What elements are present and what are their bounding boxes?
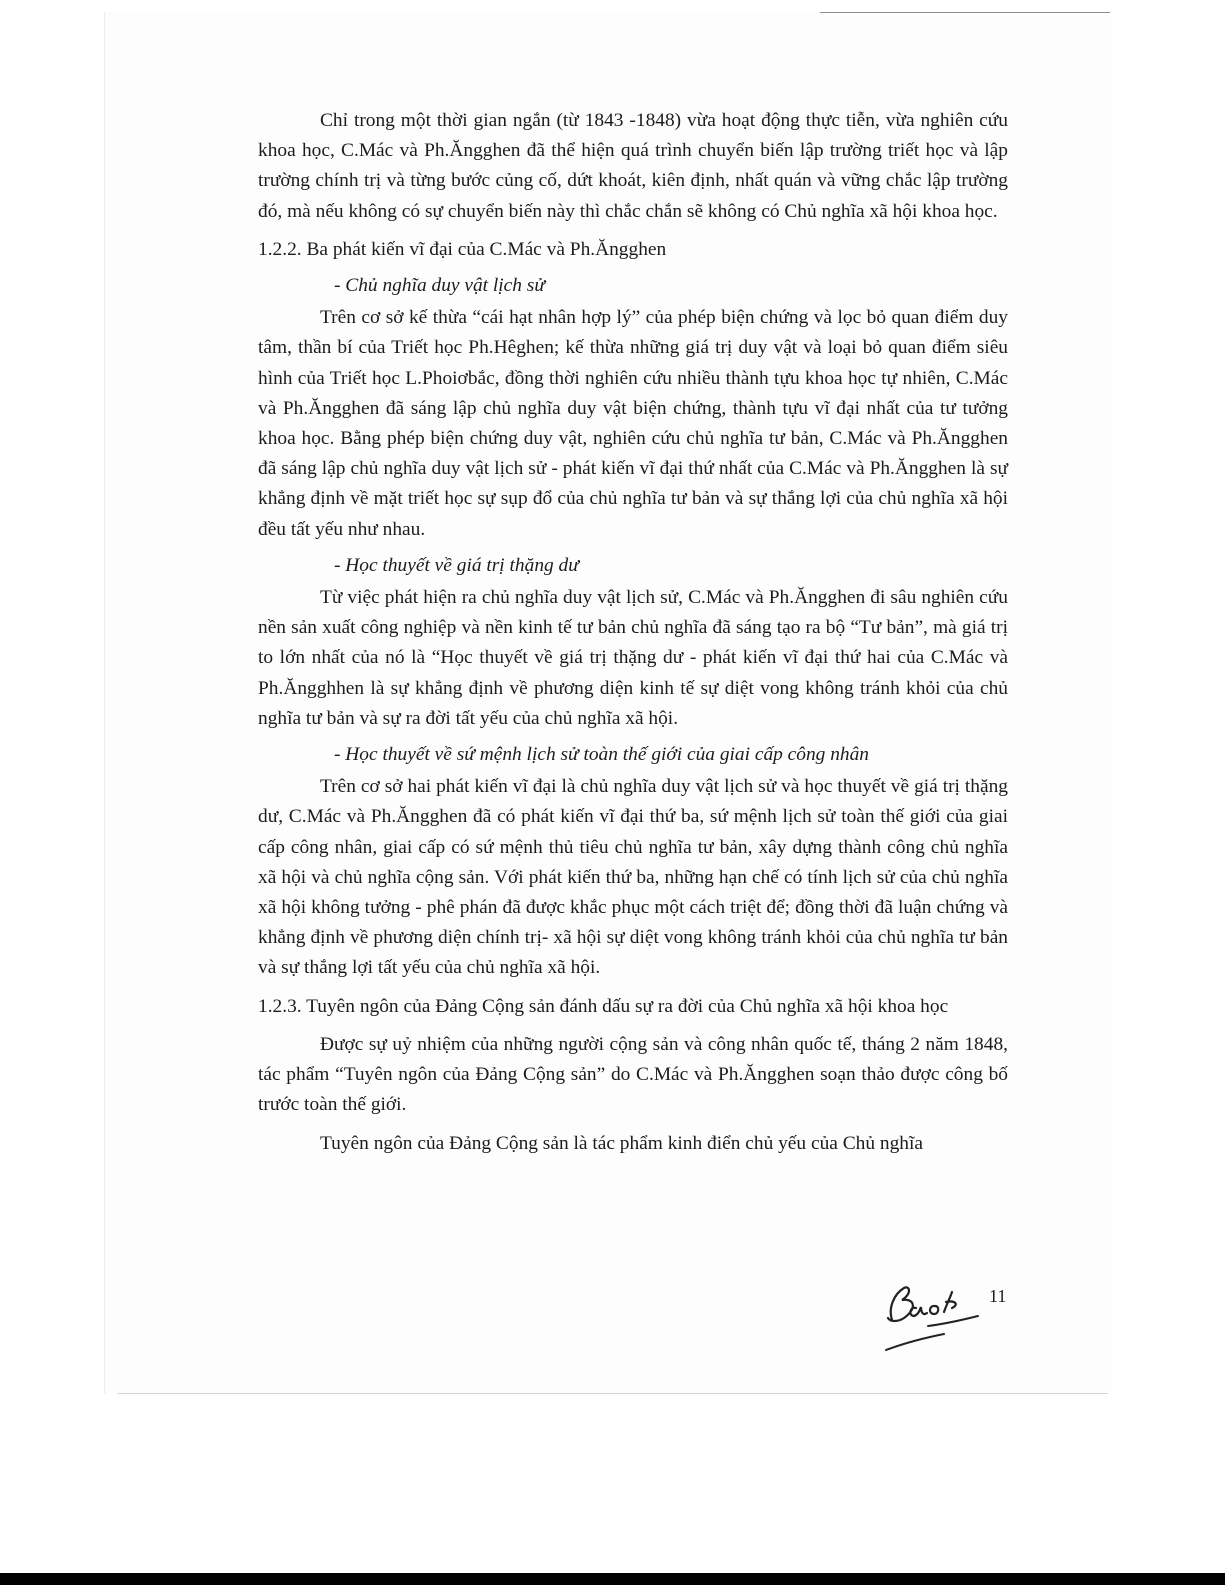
- subheading-historical-materialism: - Chủ nghĩa duy vật lịch sử: [334, 275, 545, 297]
- page-footer: [880, 1278, 1020, 1358]
- document-body: [258, 106, 1008, 1159]
- section-heading-1-2-2: 1.2.2. Ba phát kiến vĩ đại của C.Mác và Ph.Ăngghen: [258, 238, 667, 260]
- paragraph-manifesto-classic: Tuyên ngôn của Đảng Cộng sản là tác phẩm kinh điển chủ yếu của Chủ nghĩa: [320, 1132, 923, 1154]
- subheading-historical-mission: - Học thuyết về sứ mệnh lịch sử toàn thế giới của giai cấp công nhân: [334, 744, 870, 766]
- subheading-surplus-value: - Học thuyết về giá trị thặng dư: [334, 554, 579, 576]
- paragraph-historical-materialism: Trên cơ sở kế thừa “cái hạt nhân hợp lý” của phép biện chứng và lọc bỏ quan điểm duy tâm, thần bí của Triết học Ph.Hêghen; kế thừa những giá trị duy vật và loại bỏ quan điểm siêu hình của Triết học L.Phoiơbắc, đồng thời nghiên cứu nhiều thành tựu khoa học tự nhiên, C.Mác và Ph.Ăngghen đã sáng lập chủ nghĩa duy vật biện chứng, thành tựu vĩ đại nhất của tư tưởng khoa học. Bằng phép biện chứng duy vật, nghiên cứu chủ nghĩa tư bản, C.Mác và Ph.Ăngghen đã sáng lập chủ nghĩa duy vật lịch sử - phát kiến vĩ đại thứ nhất của C.Mác và Ph.Ăngghen là sự khẳng định về mặt triết học sự sụp đổ của chủ nghĩa tư bản và sự thắng lợi của chủ nghĩa xã hội đều tất yếu như nhau.: [258, 307, 1008, 540]
- intro-paragraph: Chỉ trong một thời gian ngắn (từ 1843 -1848) vừa hoạt động thực tiễn, vừa nghiên cứu khoa học, C.Mác và Ph.Ăngghen đã thể hiện quá trình chuyển biến lập trường triết học và lập trường chính trị và từng bước củng cố, dứt khoát, kiên định, nhất quán và vững chắc lập trường đó, mà nếu không có sự chuyển biến này thì chắc chắn sẽ không có Chủ nghĩa xã hội khoa học.: [258, 110, 1008, 222]
- paragraph-historical-mission: Trên cơ sở hai phát kiến vĩ đại là chủ nghĩa duy vật lịch sử và học thuyết về giá trị thặng dư, C.Mác và Ph.Ăngghen đã có phát kiến vĩ đại thứ ba, sứ mệnh lịch sử toàn thế giới của giai cấp công nhân, giai cấp có sứ mệnh thủ tiêu chủ nghĩa tư bản, xây dựng thành công chủ nghĩa xã hội và chủ nghĩa cộng sản. Với phát kiến thứ ba, những hạn chế có tính lịch sử của chủ nghĩa xã hội không tưởng - phê phán đã được khắc phục một cách triệt để; đồng thời đã luận chứng và khẳng định về phương diện chính trị- xã hội sự diệt vong không tránh khỏi của chủ nghĩa tư bản và sự thắng lợi tất yếu của chủ nghĩa xã hội.: [258, 776, 1008, 979]
- top-edge-line: [820, 12, 1110, 13]
- paragraph-manifesto-publication: Được sự uỷ nhiệm của những người cộng sản và công nhân quốc tế, tháng 2 năm 1848, tác phẩm “Tuyên ngôn của Đảng Cộng sản” do C.Mác và Ph.Ăngghen soạn thảo được công bố trước toàn thế giới.: [258, 1033, 1008, 1116]
- handwritten-signature: [880, 1278, 985, 1358]
- section-heading-1-2-3: 1.2.3. Tuyên ngôn của Đảng Cộng sản đánh dấu sự ra đời của Chủ nghĩa xã hội khoa học: [258, 995, 949, 1017]
- bottom-edge-line: [118, 1393, 1108, 1394]
- page-number: 11: [989, 1286, 1007, 1306]
- bottom-black-bar: [0, 1573, 1225, 1585]
- paragraph-surplus-value: Từ việc phát hiện ra chủ nghĩa duy vật lịch sử, C.Mác và Ph.Ăngghen đi sâu nghiên cứu nền sản xuất công nghiệp và nền kinh tế tư bản chủ nghĩa đã sáng tạo ra bộ “Tư bản”, mà giá trị to lớn nhất của nó là “Học thuyết về giá trị thặng dư - phát kiến vĩ đại thứ hai của C.Mác và Ph.Ăngghhen là sự khẳng định về phương diện kinh tế sự diệt vong không tránh khỏi của chủ nghĩa tư bản và sự ra đời tất yếu của chủ nghĩa xã hội.: [258, 587, 1008, 729]
